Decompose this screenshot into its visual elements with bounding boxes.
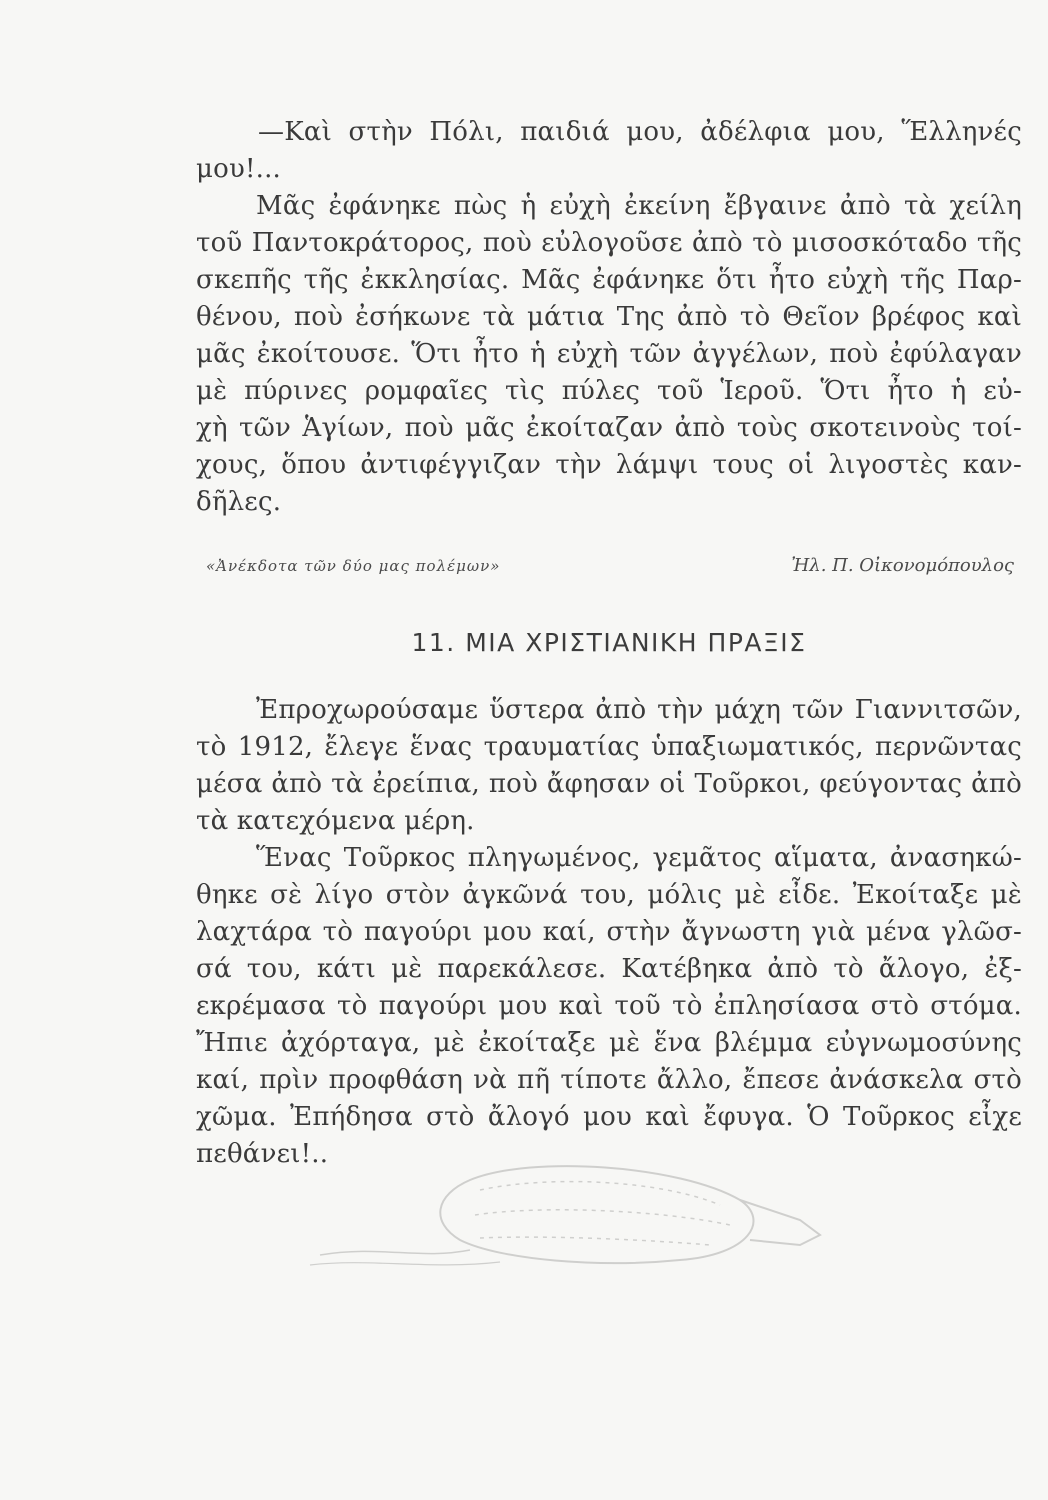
text-line: Ἤπιε ἀχόρταγα, μὲ ἐκοίταξε μὲ ἕνα βλέμμα εὐγνωμοσύνης	[196, 1028, 1022, 1058]
text-line: Ἐπροχωρούσαμε ὕστερα ἀπὸ τὴν μάχη τῶν Γιαννιτσῶν,	[256, 695, 1022, 725]
section-heading: 11. ΜΙΑ ΧΡΙΣΤΙΑΝΙΚΗ ΠΡΑΞΙΣ	[411, 628, 807, 657]
canteen-illustration	[300, 1160, 860, 1270]
text-line: θηκε σὲ λίγο στὸν ἀγκῶνά του, μόλις μὲ εἶδε. Ἐκοίταξε μὲ	[196, 880, 1022, 910]
text-line: σά του, κάτι μὲ παρεκάλεσε. Κατέβηκα ἀπὸ τὸ ἄλογο, ἐξ-	[196, 954, 1022, 984]
text-line: καί, πρὶν προφθάση νὰ πῆ τίποτε ἄλλο, ἔπεσε ἀνάσκελα στὸ	[196, 1065, 1022, 1095]
text-line: Ἕνας Τοῦρκος πληγωμένος, γεμᾶτος αἵματα, ἀνασηκώ-	[256, 843, 1022, 873]
attribution	[206, 557, 1014, 587]
text-line: δῆλες.	[196, 487, 282, 517]
text-line: χῶμα. Ἐπήδησα στὸ ἄλογό μου καὶ ἔφυγα. Ὁ Τοῦρκος εἶχε	[196, 1102, 1022, 1132]
text-line: εκρέμασα τὸ παγούρι μου καὶ τοῦ τὸ ἐπλησίασα στὸ στόμα.	[196, 991, 1022, 1021]
text-line: Μᾶς ἐφάνηκε πὼς ἡ εὐχὴ ἐκείνη ἔβγαινε ἀπὸ τὰ χείλη	[256, 191, 1022, 221]
text-line: τοῦ Παντοκράτορος, ποὺ εὐλογοῦσε ἀπὸ τὸ μισοσκόταδο τῆς	[196, 228, 1022, 258]
passage-christian-act	[196, 692, 1022, 1173]
text-line: σκεπῆς τῆς ἐκκλησίας. Μᾶς ἐφάνηκε ὅτι ἦτο εὐχὴ τῆς Παρ-	[196, 265, 1022, 295]
text-line: τὸ 1912, ἔλεγε ἕνας τραυματίας ὑπαξιωματικός, περνῶντας	[196, 732, 1022, 762]
text-line: χους, ὅπου ἀντιφέγγιζαν τὴν λάμψι τους οἱ λιγοστὲς καν-	[196, 450, 1022, 480]
attribution-author: Ἠλ. Π. Οἰκονομόπουλος	[791, 555, 1014, 576]
text-line: πεθάνει!..	[196, 1139, 329, 1169]
text-line: μᾶς ἐκοίτουσε. Ὅτι ἦτο ἡ εὐχὴ τῶν ἀγγέλων, ποὺ ἐφύλαγαν	[196, 339, 1022, 369]
text-line: λαχτάρα τὸ παγούρι μου καί, στὴν ἄγνωστη γιὰ μένα γλῶσ-	[196, 917, 1022, 947]
attribution-source: «Ἀνέκδοτα τῶν δύο μας πολέμων»	[206, 557, 501, 575]
text-line: μου!...	[196, 154, 281, 184]
text-line: —Καὶ στὴν Πόλι, παιδιά μου, ἀδέλφια μου, Ἕλληνές	[258, 117, 1022, 147]
passage-prayer	[196, 114, 1022, 521]
text-line: μὲ πύρινες ρομφαῖες τὶς πύλες τοῦ Ἱεροῦ. Ὅτι ἦτο ἡ εὐ-	[196, 376, 1022, 406]
text-line: μέσα ἀπὸ τὰ ἐρείπια, ποὺ ἄφησαν οἱ Τοῦρκοι, φεύγοντας ἀπὸ	[196, 769, 1022, 799]
text-line: χὴ τῶν Ἁγίων, ποὺ μᾶς ἐκοίταζαν ἀπὸ τοὺς σκοτεινοὺς τοί-	[196, 413, 1022, 443]
text-line: θένου, ποὺ ἐσήκωνε τὰ μάτια Της ἀπὸ τὸ Θεῖον βρέφος καὶ	[196, 302, 1022, 332]
text-line: τὰ κατεχόμενα μέρη.	[196, 806, 475, 836]
